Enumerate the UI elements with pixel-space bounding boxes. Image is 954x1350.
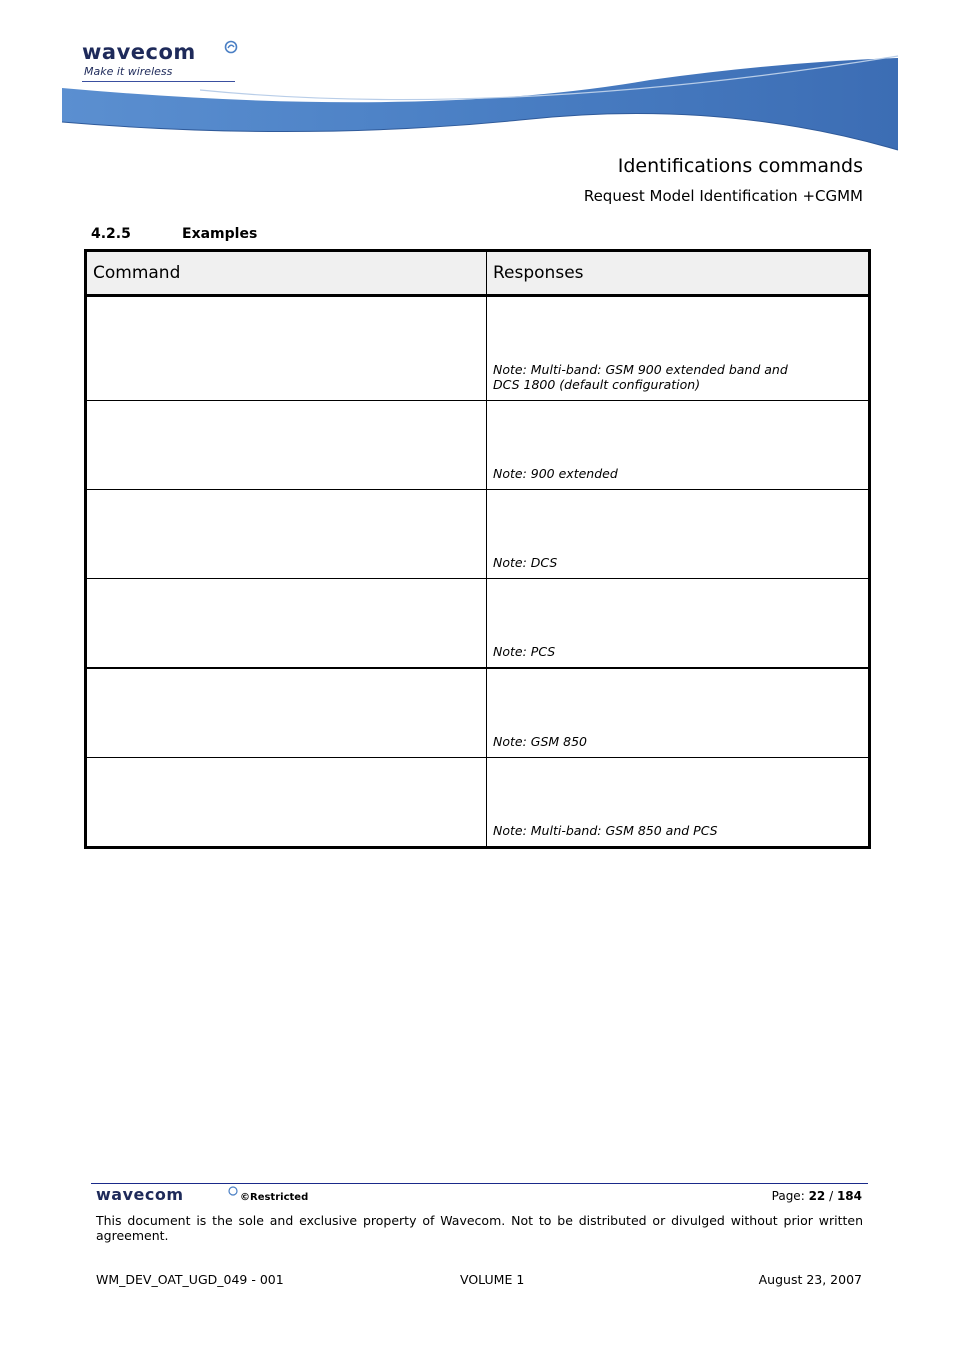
column-header-command: Command	[86, 251, 487, 296]
page-separator: /	[825, 1189, 837, 1203]
command-cell	[86, 401, 487, 490]
response-note: Note: Multi-band: GSM 900 extended band and	[493, 362, 788, 377]
footer-restricted: ©Restricted	[240, 1192, 309, 1203]
response-cell: Note: 900 extended	[487, 401, 870, 490]
footer-date: August 23, 2007	[758, 1272, 862, 1287]
section-number: 4.2.5	[91, 226, 131, 242]
table-header-row	[86, 251, 870, 296]
footer-volume: VOLUME 1	[460, 1272, 525, 1287]
page-total: 184	[836, 1189, 862, 1203]
table-row	[86, 296, 870, 401]
footer-logo: wavecom	[96, 1185, 184, 1204]
section-heading	[91, 226, 257, 242]
page-label: Page:	[771, 1189, 805, 1203]
logo-wordmark: wavecom	[82, 40, 196, 64]
response-cell: Note: GSM 850	[487, 668, 870, 758]
section-title: Examples	[182, 226, 258, 242]
footer-page-number	[772, 1189, 862, 1203]
page-header-subtitle: Request Model Identification +CGMM	[583, 187, 863, 205]
response-cell: Note: PCS	[487, 579, 870, 669]
command-cell	[86, 490, 487, 579]
command-cell	[86, 668, 487, 758]
footer-doc-ref: WM_DEV_OAT_UGD_049 - 001	[96, 1272, 284, 1287]
column-header-responses: Responses	[487, 251, 870, 296]
table-row	[86, 401, 870, 490]
examples-table	[84, 249, 871, 849]
command-cell	[86, 579, 487, 669]
table-row	[86, 490, 870, 579]
header-wave-banner	[0, 50, 954, 160]
page-current: 22	[808, 1189, 826, 1203]
command-cell	[86, 296, 487, 401]
table-row	[86, 668, 870, 758]
response-cell: Note: Multi-band: GSM 850 and PCS	[487, 758, 870, 848]
response-cell	[487, 296, 870, 401]
command-cell	[86, 758, 487, 848]
page-header-title: Identifications commands	[617, 155, 863, 177]
footer-rule	[91, 1183, 868, 1184]
logo-tagline: Make it wireless	[84, 65, 173, 78]
table-row	[86, 579, 870, 669]
response-cell: Note: DCS	[487, 490, 870, 579]
table-row	[86, 758, 870, 848]
response-note: DCS 1800 (default configuration)	[493, 377, 701, 392]
footer-notice: This document is the sole and exclusive property of Wavecom. Not to be distributed or divulged without prior written agreement.	[96, 1213, 863, 1243]
footer-logo-swirl-icon	[228, 1186, 238, 1196]
